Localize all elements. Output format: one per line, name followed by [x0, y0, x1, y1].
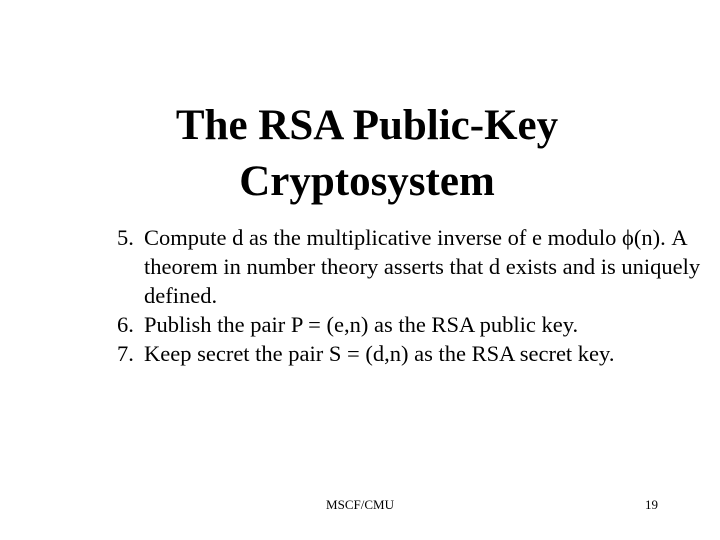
step-text: Compute d as the multiplicative inverse of e modulo ϕ(n). A theorem in number theory asserts that d exists and is uniquely defined. — [144, 225, 701, 308]
footer-label: MSCF/CMU — [326, 497, 394, 512]
step-number: 6. — [117, 312, 134, 337]
slide-title-line-1: The RSA Public-Key — [175, 102, 559, 149]
page-number: 19 — [645, 497, 658, 512]
slide-title — [0, 98, 720, 210]
step-text: Keep secret the pair S = (d,n) as the RSA secret key. — [144, 341, 615, 366]
step-text: Publish the pair P = (e,n) as the RSA public key. — [144, 312, 579, 337]
step-item — [117, 223, 707, 310]
step-list — [117, 223, 707, 368]
step-number: 7. — [117, 341, 134, 366]
slide-title-line-2: Cryptosystem — [239, 158, 495, 205]
step-item — [117, 310, 707, 339]
step-item — [117, 339, 707, 368]
step-number: 5. — [117, 225, 134, 250]
